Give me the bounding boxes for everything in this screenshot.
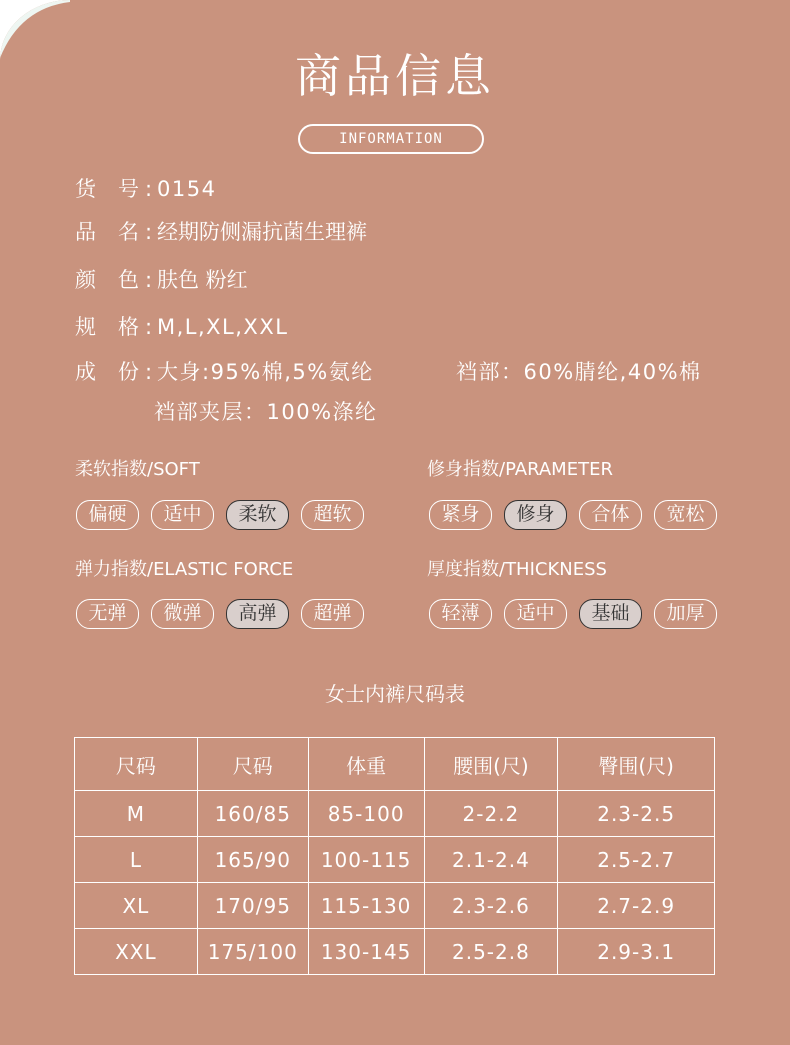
name-value: 经期防侧漏抗菌生理裤: [157, 220, 367, 244]
parameter-index-options: [429, 500, 717, 530]
parameter-option-loose: 宽松: [654, 500, 717, 530]
header-size-height: 尺码: [197, 738, 308, 791]
spec-composition: 成 份 : 大身:95%棉,5%氨纶: [75, 360, 374, 384]
soft-index-options: [76, 500, 364, 530]
elastic-option-slight: 微弹: [151, 599, 214, 629]
thickness-option-medium: 适中: [504, 599, 567, 629]
spec-name: 品 名 : 经期防侧漏抗菌生理裤: [75, 220, 367, 244]
spec-composition-crotch: 裆部：60%腈纶,40%棉: [456, 360, 702, 384]
header-weight: 体重: [308, 738, 424, 791]
thickness-index-title: 厚度指数/THICKNESS: [427, 559, 607, 580]
size-table: [74, 737, 715, 975]
table-row: L 165/90 100-115 2.1-2.4 2.5-2.7: [75, 837, 715, 883]
soft-option-super-soft: 超软: [301, 500, 364, 530]
information-badge: INFORMATION: [298, 124, 484, 154]
size-value: M,L,XL,XXL: [157, 315, 289, 339]
soft-option-soft-selected: 柔软: [226, 500, 289, 530]
page-title: 商品信息: [295, 49, 495, 103]
table-row: XL 170/95 115-130 2.3-2.6 2.7-2.9: [75, 883, 715, 929]
color-value: 肤色 粉红: [157, 268, 248, 292]
elastic-index-options: [76, 599, 364, 629]
item-no-value: 0154: [157, 177, 217, 201]
spec-composition-lining: 裆部夹层：100%涤纶: [154, 400, 378, 424]
size-table-header-row: [75, 738, 715, 791]
soft-index-title: 柔软指数/SOFT: [75, 459, 200, 480]
elastic-option-super: 超弹: [301, 599, 364, 629]
header-waist: 腰围(尺): [424, 738, 558, 791]
parameter-option-tight: 紧身: [429, 500, 492, 530]
elastic-option-high-selected: 高弹: [226, 599, 289, 629]
parameter-option-slim-selected: 修身: [504, 500, 567, 530]
size-table-title: 女士内裤尺码表: [325, 682, 465, 706]
table-row: XXL 175/100 130-145 2.5-2.8 2.9-3.1: [75, 929, 715, 975]
parameter-index-title: 修身指数/PARAMETER: [427, 459, 613, 480]
header-hip: 臀围(尺): [558, 738, 715, 791]
table-row: M 160/85 85-100 2-2.2 2.3-2.5: [75, 791, 715, 837]
header-size: 尺码: [75, 738, 198, 791]
composition-value: 大身:95%棉,5%氨纶: [157, 360, 374, 384]
thickness-index-options: [429, 599, 717, 629]
spec-item-no: 货 号 : 0154: [75, 177, 217, 201]
thickness-option-basic-selected: 基础: [579, 599, 642, 629]
elastic-option-none: 无弹: [76, 599, 139, 629]
soft-option-medium: 适中: [151, 500, 214, 530]
soft-option-hard: 偏硬: [76, 500, 139, 530]
thickness-option-thick: 加厚: [654, 599, 717, 629]
parameter-option-fit: 合体: [579, 500, 642, 530]
spec-color: 颜 色 : 肤色 粉红: [75, 268, 248, 292]
elastic-index-title: 弹力指数/ELASTIC FORCE: [75, 559, 294, 580]
thickness-option-thin: 轻薄: [429, 599, 492, 629]
spec-size: 规 格 : M,L,XL,XXL: [75, 315, 289, 339]
